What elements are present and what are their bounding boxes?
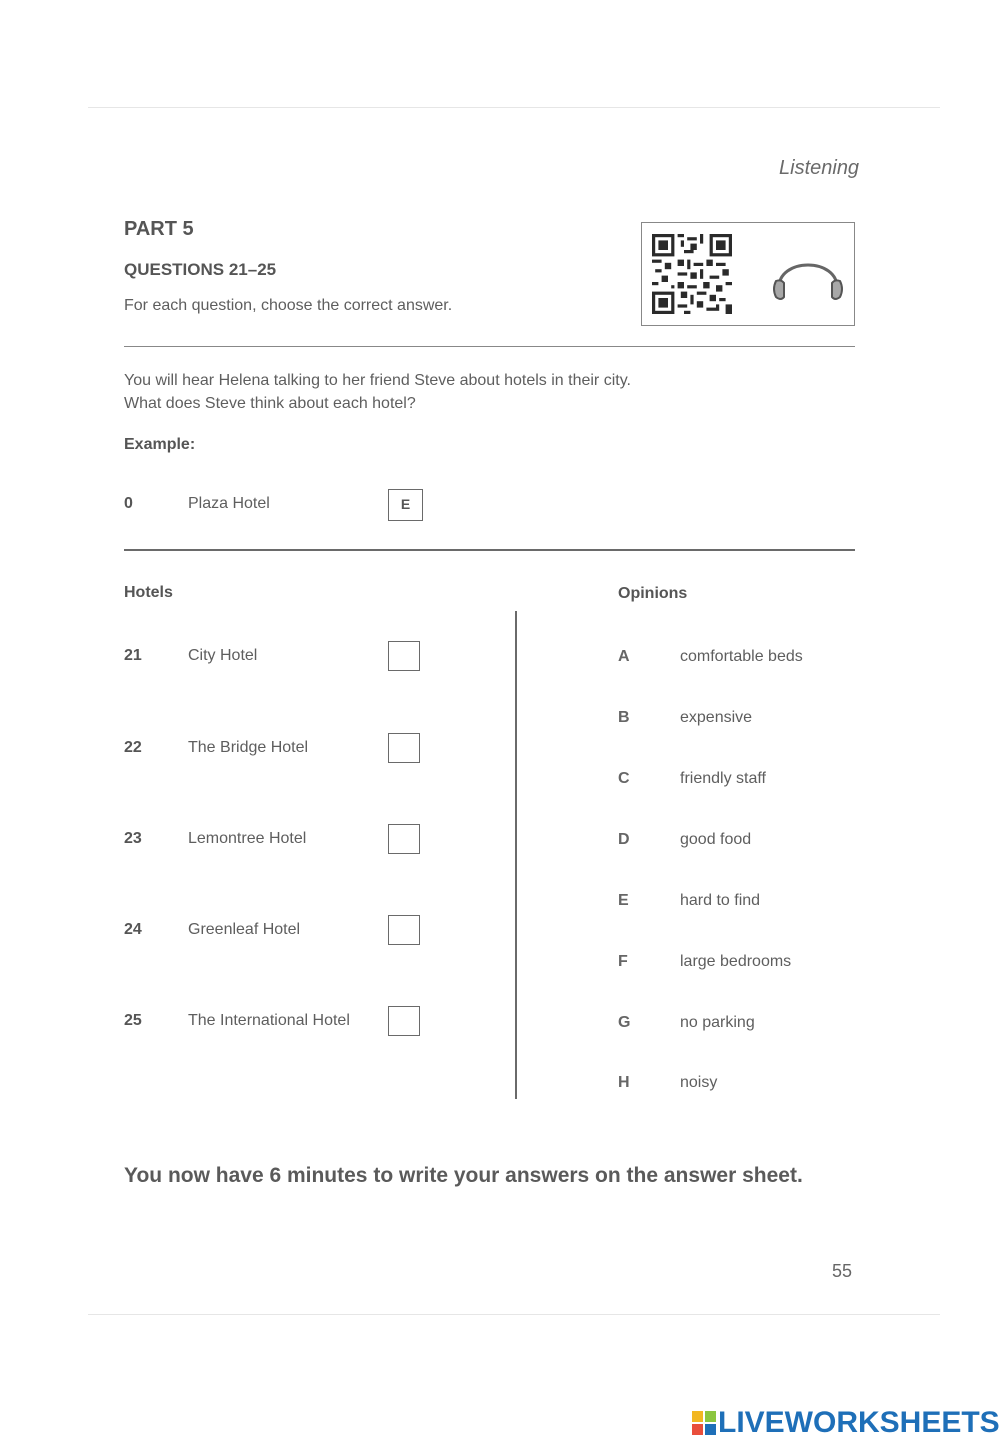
opinion-text: large bedrooms: [680, 953, 792, 970]
liveworksheets-text: LIVEWORKSHEETS: [718, 1406, 1000, 1439]
example-rule: [124, 549, 855, 551]
opinion-letter: H: [618, 1074, 630, 1091]
opinion-text: comfortable beds: [680, 648, 803, 665]
answer-box-25[interactable]: [388, 1006, 420, 1036]
opinion-text: good food: [680, 831, 752, 848]
opinion-text: no parking: [680, 1014, 755, 1031]
hotel-name: The International Hotel: [188, 1012, 350, 1029]
answer-box-21[interactable]: [388, 641, 420, 671]
headphones-icon: [770, 243, 846, 307]
opinion-letter: A: [618, 648, 630, 665]
qr-code-icon[interactable]: [652, 233, 732, 315]
opinion-letter: E: [618, 892, 629, 909]
header-rule: [124, 346, 855, 347]
answer-box-23[interactable]: [388, 824, 420, 854]
column-divider: [515, 611, 517, 1099]
opinion-letter: D: [618, 831, 630, 848]
hotel-number: 23: [124, 830, 142, 847]
example-hotel: Plaza Hotel: [188, 495, 270, 512]
instruction-text: For each question, choose the correct answer.: [124, 297, 453, 314]
answer-box-22[interactable]: [388, 733, 420, 763]
opinion-text: friendly staff: [680, 770, 766, 787]
section-label: Listening: [779, 157, 860, 179]
intro-line-1: You will hear Helena talking to her friend Steve about hotels in their city.: [124, 372, 631, 389]
questions-title: QUESTIONS 21–25: [124, 260, 277, 279]
opinion-text: expensive: [680, 709, 753, 726]
page-number: 55: [832, 1261, 853, 1281]
hotel-name: Greenleaf Hotel: [188, 921, 301, 938]
opinion-letter: B: [618, 709, 630, 726]
hotel-name: Lemontree Hotel: [188, 830, 307, 847]
intro-line-2: What does Steve think about each hotel?: [124, 395, 416, 412]
example-answer-box: E: [388, 489, 423, 521]
liveworksheets-blocks-icon: [692, 1411, 716, 1435]
part-title: PART 5: [124, 218, 194, 240]
opinions-heading: Opinions: [618, 585, 688, 602]
hotel-number: 25: [124, 1012, 142, 1029]
opinion-letter: F: [618, 953, 628, 970]
hotel-number: 22: [124, 739, 142, 756]
opinion-text: noisy: [680, 1074, 718, 1091]
example-label: Example:: [124, 436, 196, 453]
hotel-name: City Hotel: [188, 647, 258, 664]
example-number: 0: [124, 495, 133, 512]
liveworksheets-logo[interactable]: [692, 1405, 1000, 1441]
hotel-number: 24: [124, 921, 142, 938]
hotels-heading: Hotels: [124, 584, 173, 601]
opinion-text: hard to find: [680, 892, 761, 909]
answer-box-24[interactable]: [388, 915, 420, 945]
hotel-name: The Bridge Hotel: [188, 739, 309, 756]
opinion-letter: C: [618, 770, 630, 787]
top-divider: [88, 107, 940, 108]
time-note: You now have 6 minutes to write your answers on the answer sheet.: [124, 1164, 803, 1187]
bottom-divider: [88, 1314, 940, 1315]
hotel-number: 21: [124, 647, 142, 664]
opinion-letter: G: [618, 1014, 631, 1031]
audio-media-box[interactable]: [641, 222, 855, 326]
